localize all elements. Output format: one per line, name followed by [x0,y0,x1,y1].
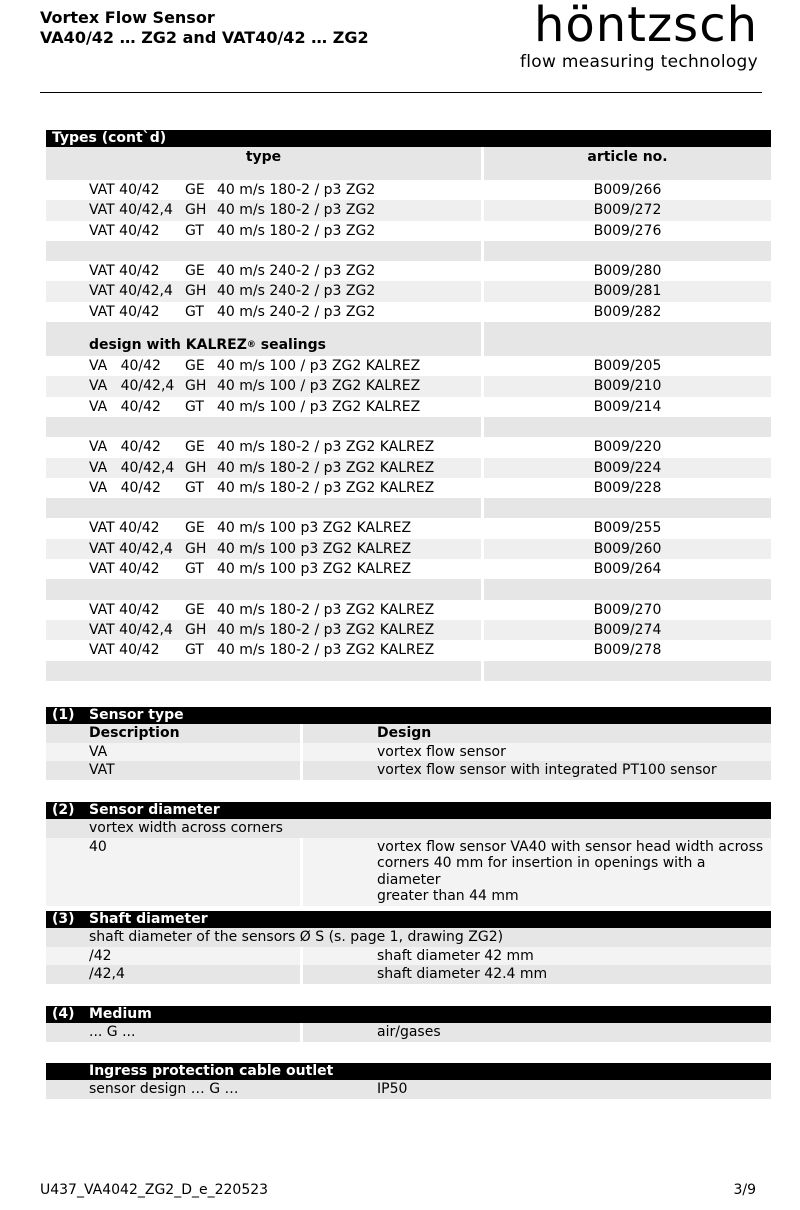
article-number: B009/276 [484,221,771,241]
type-cell [46,397,481,417]
table-row [46,838,771,906]
type-description: 40 m/s 180-2 / p3 ZG2 KALREZ [217,621,435,638]
sensor-type-header [46,707,771,724]
type-description: 40 m/s 100 / p3 ZG2 KALREZ [217,378,421,395]
article-number: B009/260 [484,539,771,559]
table-row [46,180,771,200]
kalrez-heading [46,322,481,356]
variant-code: GT [185,561,204,578]
table-row [46,458,771,478]
model-code: VAT 40/42 [89,561,160,578]
medium-section [46,1006,771,1042]
page-number: 3/9 [733,1182,756,1198]
type-cell [46,518,481,538]
type-description: 40 m/s 180-2 / p3 ZG2 [217,202,376,219]
table-row [46,478,771,498]
ingress-header: Ingress protection cable outlet [46,1063,771,1080]
type-cell [46,478,481,498]
type-cell [46,600,481,620]
table-row [46,356,771,376]
table-row [46,559,771,579]
article-number: B009/224 [484,458,771,478]
type-cell [46,356,481,376]
type-cell [46,180,481,200]
code-cell: VAT [46,761,300,780]
model-code: VA 40/42,4 [89,378,175,395]
model-code: VAT 40/42 [89,303,160,320]
variant-code: GE [185,182,205,198]
blank-cell [484,579,771,599]
medium-header [46,1006,771,1023]
variant-code: GE [185,439,205,456]
type-cell [46,437,481,457]
model-code: VAT 40/42 [89,263,160,280]
code-cell: ... G ... [46,1023,300,1042]
blank-row [46,498,771,518]
type-description: 40 m/s 100 / p3 ZG2 KALREZ [217,358,421,375]
title-line-1: Vortex Flow Sensor [40,8,215,27]
text-cell: vortex flow sensor [303,743,771,762]
col-type-header: type [46,147,481,180]
type-cell [46,261,481,281]
article-number: B009/272 [484,200,771,220]
blank-cell [484,417,771,437]
types-column-headers [46,147,771,180]
article-number: B009/220 [484,437,771,457]
text-line: greater than 44 mm [377,888,519,904]
col-description-header: Description [46,724,300,743]
types-table [46,130,771,681]
article-number: B009/214 [484,397,771,417]
article-number: B009/274 [484,620,771,640]
kalrez-heading-suffix: sealings [255,337,326,354]
table-row [46,376,771,396]
type-cell [46,200,481,220]
article-number: B009/210 [484,376,771,396]
table-row [46,221,771,241]
model-code: VAT 40/42 [89,642,160,659]
code-cell: /42 [46,947,300,966]
section-title: Sensor diameter [89,802,220,818]
model-code: VA 40/42,4 [89,459,175,476]
blank-cell [46,498,481,518]
blank-cell [484,241,771,261]
brand-logo [520,0,758,72]
text-cell [303,838,771,906]
type-description: 40 m/s 100 / p3 ZG2 KALREZ [217,398,421,415]
variant-code: GH [185,283,207,300]
sensor-diameter-section [46,802,771,906]
model-code: VA 40/42 [89,358,161,375]
code-cell: /42,4 [46,965,300,984]
text-cell: IP50 [303,1080,771,1099]
type-cell [46,302,481,322]
article-number: B009/266 [484,180,771,200]
variant-code: GE [185,358,205,375]
type-cell [46,376,481,396]
blank-row [46,661,771,681]
sensor-diameter-header [46,802,771,819]
text-line: corners 40 mm for insertion in openings with a diameter [377,855,706,888]
article-number: B009/228 [484,478,771,498]
text-cell: air/gases [303,1023,771,1042]
text-cell: vortex flow sensor with integrated PT100 sensor [303,761,771,780]
section-title: Sensor type [89,707,184,723]
text-cell: shaft diameter 42.4 mm [303,965,771,984]
type-description: 40 m/s 180-2 / p3 ZG2 [217,222,376,239]
table-row [46,1080,771,1099]
table-row [46,397,771,417]
type-cell [46,640,481,660]
title-line-2: VA40/42 … ZG2 and VAT40/42 … ZG2 [40,28,369,47]
model-code: VA 40/42 [89,479,161,496]
model-code: VAT 40/42,4 [89,202,173,219]
table-row [46,261,771,281]
registered-mark: ® [246,340,256,351]
kalrez-heading-row [46,322,771,356]
variant-code: GT [185,303,204,320]
variant-code: GE [185,520,205,537]
types-table-header: Types (cont`d) [46,130,771,147]
type-description: 40 m/s 240-2 / p3 ZG2 [217,303,376,320]
variant-code: GT [185,398,204,415]
variant-code: GH [185,378,207,395]
type-description: 40 m/s 100 p3 ZG2 KALREZ [217,520,412,537]
variant-code: GH [185,459,207,476]
type-description: 40 m/s 240-2 / p3 ZG2 [217,263,376,280]
section-number: (3) [52,911,75,927]
model-code: VAT 40/42 [89,601,160,618]
subtitle-cell: vortex width across corners [46,819,771,838]
blank-cell [484,322,771,356]
blank-cell [484,498,771,518]
blank-row [46,417,771,437]
blank-cell [484,661,771,681]
table-row [46,1023,771,1042]
variant-code: GE [185,263,205,280]
code-cell: 40 [46,838,300,906]
section-title: Medium [89,1006,152,1022]
text-cell: shaft diameter 42 mm [303,947,771,966]
blank-cell [46,417,481,437]
table-row [46,761,771,780]
table-row [46,743,771,762]
table-row [46,600,771,620]
type-cell [46,539,481,559]
type-cell [46,458,481,478]
col-design-header: Design [303,724,771,743]
article-number: B009/255 [484,518,771,538]
article-number: B009/280 [484,261,771,281]
article-number: B009/281 [484,281,771,301]
model-code: VAT 40/42,4 [89,621,173,638]
ingress-section [46,1063,771,1099]
code-cell: VA [46,743,300,762]
table-row [46,947,771,966]
sensor-type-column-headers [46,724,771,743]
type-cell [46,221,481,241]
variant-code: GH [185,202,207,219]
header-divider [40,92,762,93]
table-row [46,620,771,640]
type-cell [46,281,481,301]
subtitle-cell: shaft diameter of the sensors Ø S (s. page 1, drawing ZG2) [46,928,771,947]
table-row [46,281,771,301]
document-id: U437_VA4042_ZG2_D_e_220523 [40,1182,269,1198]
table-row [46,302,771,322]
col-article-header: article no. [484,147,771,180]
sensor-type-section [46,707,771,780]
type-description: 40 m/s 180-2 / p3 ZG2 KALREZ [217,459,435,476]
article-number: B009/264 [484,559,771,579]
variant-code: GE [185,601,205,618]
section-number: (1) [52,707,75,723]
logo-tagline: flow measuring technology [519,52,758,72]
variant-code: GH [185,540,207,557]
blank-row [46,579,771,599]
model-code: VA 40/42 [89,398,161,415]
logo-wordmark: höntzsch [533,0,758,53]
table-row [46,200,771,220]
variant-code: GT [185,479,204,496]
table-row [46,437,771,457]
type-description: 40 m/s 100 p3 ZG2 KALREZ [217,561,412,578]
section-number: (4) [52,1006,75,1022]
code-cell: sensor design … G … [46,1080,303,1099]
type-description: 40 m/s 180-2 / p3 ZG2 KALREZ [217,439,435,456]
section-title: Shaft diameter [89,911,208,927]
shaft-diameter-header [46,911,771,928]
type-description: 40 m/s 240-2 / p3 ZG2 [217,283,376,300]
table-row [46,518,771,538]
document-title [40,8,369,48]
subtitle-row [46,819,771,838]
shaft-diameter-section [46,911,771,984]
article-number: B009/278 [484,640,771,660]
type-description: 40 m/s 180-2 / p3 ZG2 KALREZ [217,601,435,618]
model-code: VAT 40/42,4 [89,540,173,557]
type-description: 40 m/s 180-2 / p3 ZG2 KALREZ [217,642,435,659]
blank-row [46,241,771,261]
model-code: VAT 40/42 [89,222,160,239]
blank-cell [46,661,481,681]
kalrez-heading-text: design with KALREZ [89,337,247,354]
table-row [46,640,771,660]
model-code: VA 40/42 [89,439,161,456]
model-code: VAT 40/42,4 [89,283,173,300]
type-description: 40 m/s 100 p3 ZG2 KALREZ [217,540,412,557]
variant-code: GT [185,642,204,659]
subtitle-row [46,928,771,947]
variant-code: GT [185,222,204,239]
article-number: B009/282 [484,302,771,322]
variant-code: GH [185,621,207,638]
text-line: vortex flow sensor VA40 with sensor head width across [377,838,764,855]
section-number: (2) [52,802,75,818]
article-number: B009/205 [484,356,771,376]
blank-cell [46,579,481,599]
blank-cell [46,241,481,261]
model-code: VAT 40/42 [89,520,160,537]
table-row [46,965,771,984]
table-row [46,539,771,559]
type-description: 40 m/s 180-2 / p3 ZG2 [217,182,376,198]
model-code: VAT 40/42 [89,182,160,198]
type-description: 40 m/s 180-2 / p3 ZG2 KALREZ [217,479,435,496]
type-cell [46,620,481,640]
type-cell [46,559,481,579]
article-number: B009/270 [484,600,771,620]
